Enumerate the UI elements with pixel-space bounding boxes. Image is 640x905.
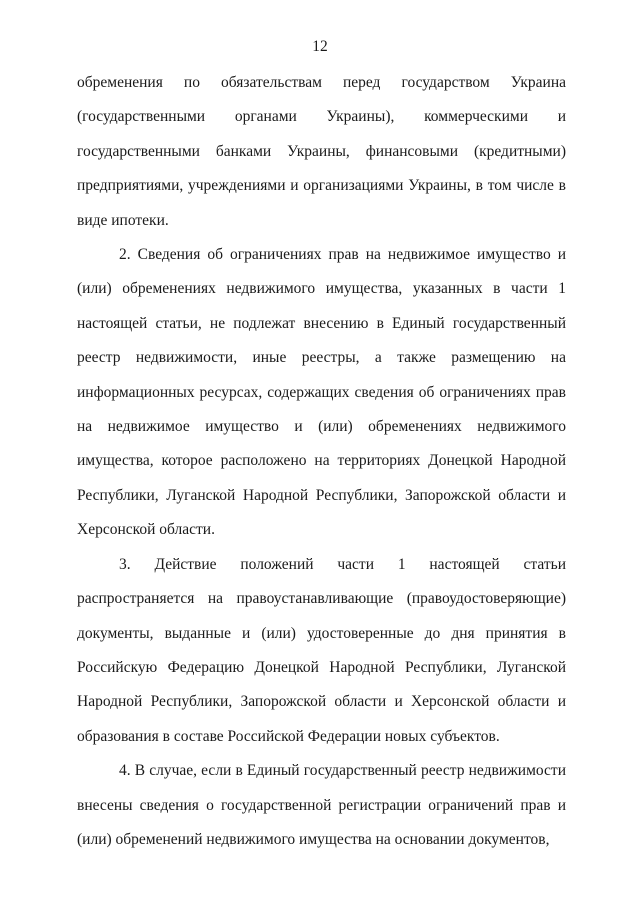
- paragraph-2: 2. Сведения об ограничениях прав на недвижимое имущество и (или) обременениях недвижимого имущества, указанных в части 1 настоящей статьи, не подлежат внесению в Единый государственный реестр недвижимости, иные реестры, а также размещению на информационных ресурсах, содержащих сведения об ограничениях прав на недвижимое имущество и (или) обременениях недвижимого имущества, которое расположено на территориях Донецкой Народной Республики, Луганской Народной Республики, Запорожской области и Херсонской области.: [77, 246, 566, 539]
- paragraph-3: 3. Действие положений части 1 настоящей статьи распространяется на правоустанавливающие (правоудостоверяющие) документы, выданные и (или) удостоверенные до дня принятия в Российскую Федерацию Донецкой Народной Республики, Луганской Народной Республики, Запорожской области и Херсонской области и образования в составе Российской Федерации новых субъектов.: [77, 555, 566, 745]
- paragraph-4: 4. В случае, если в Единый государственный реестр недвижимости внесены сведения о государственной регистрации ограничений прав и (или) обременений недвижимого имущества на основании документов,: [77, 762, 566, 848]
- document-body: [77, 66, 566, 857]
- paragraph-continuation: обременения по обязательствам перед государством Украина (государственными органами Украины), коммерческими и государственными банками Украины, финансовыми (кредитными) предприятиями, учреждениями и организациями Украины, в том числе в виде ипотеки.: [77, 74, 566, 229]
- page-number: 12: [312, 38, 328, 55]
